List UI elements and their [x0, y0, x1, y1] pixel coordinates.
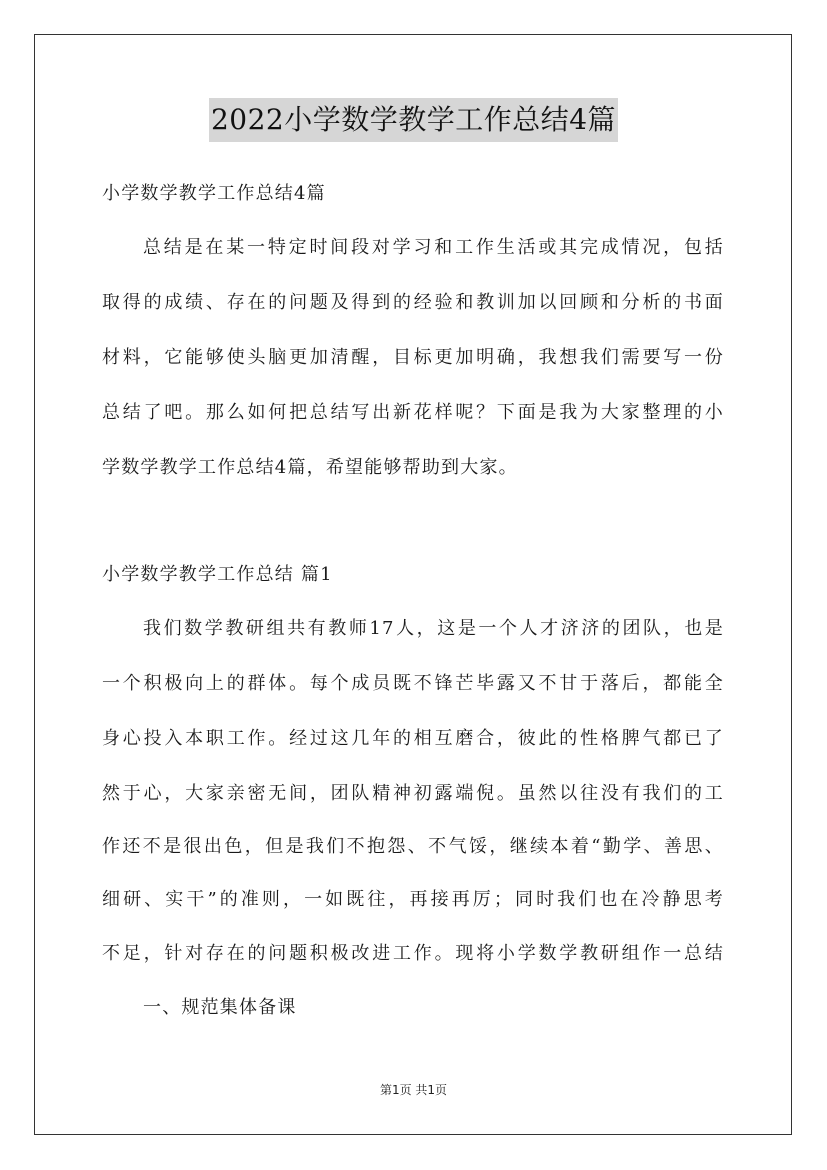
section-line: 我们数学教研组共有教师17人，这是一个人才济济的团队，也是 [143, 618, 724, 639]
section-line: 身心投入本职工作。经过这几年的相互磨合，彼此的性格脾气都已了 [102, 728, 724, 749]
section-subheading: 一、规范集体备课 [143, 997, 297, 1018]
intro-line: 取得的成绩、存在的问题及得到的经验和教训加以回顾和分析的书面 [102, 292, 724, 313]
intro-line: 学数学教学工作总结4篇，希望能够帮助到大家。 [102, 457, 518, 478]
section-line: 然于心，大家亲密无间，团队精神初露端倪。虽然以往没有我们的工 [102, 783, 724, 804]
section-line: 作还不是很出色，但是我们不抱怨、不气馁，继续本着“勤学、善思、 [102, 836, 724, 857]
intro-line: 总结是在某一特定时间段对学习和工作生活或其完成情况，包括 [143, 237, 724, 258]
document-subtitle: 小学数学教学工作总结4篇 [102, 183, 326, 204]
section-heading: 小学数学教学工作总结 篇1 [102, 564, 333, 585]
intro-line: 材料，它能够使头脑更加清醒，目标更加明确，我想我们需要写一份 [102, 347, 724, 368]
document-title: 2022小学数学教学工作总结4篇 [209, 98, 618, 142]
page-number-label: 第1页 共1页 [379, 1083, 448, 1097]
intro-line: 总结了吧。那么如何把总结写出新花样呢？下面是我为大家整理的小 [102, 402, 724, 423]
page-footer [0, 1082, 827, 1098]
section-line: 不足，针对存在的问题积极改进工作。现将小学数学教研组作一总结 [102, 943, 724, 964]
section-line: 细研、实干”的准则，一如既往，再接再厉；同时我们也在冷静思考 [102, 889, 724, 910]
section-line: 一个积极向上的群体。每个成员既不锋芒毕露又不甘于落后，都能全 [102, 673, 724, 694]
title-container [0, 98, 827, 142]
